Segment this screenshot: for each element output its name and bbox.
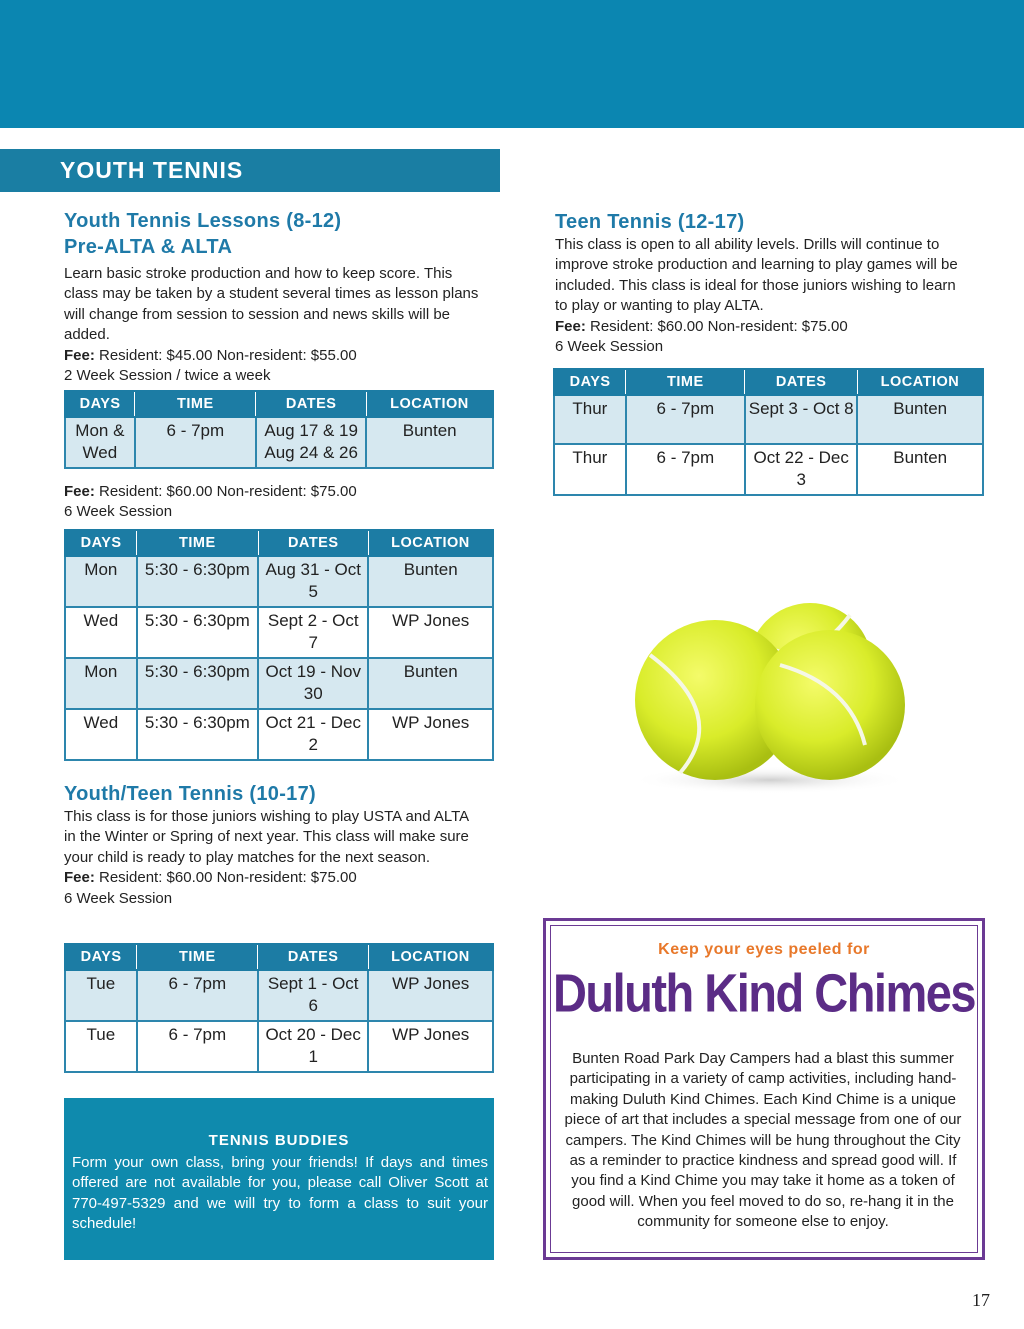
table-header-row: [554, 369, 983, 395]
column-header-days: DAYS: [65, 530, 137, 556]
teen-description: This class is open to all ability levels. Drills will continue to improve stroke production and learning to play games will be included. This class is ideal for those juniors wishing to learn to play or wanting to play ALTA.: [555, 236, 958, 315]
youth-teen-table: [64, 943, 494, 1073]
cell-days: Thur: [554, 395, 626, 444]
tennis-balls-image: [620, 595, 920, 795]
fee-label: Fee:: [64, 346, 95, 364]
youth-teen-description: This class is for those juniors wishing to play USTA and ALTA in the Winter or Spring of next year. This class will make sure your child is ready to play matches for the next season.: [64, 808, 469, 866]
youth-teen-title: Youth/Teen Tennis (10-17): [64, 783, 316, 805]
cell-time: 5:30 - 6:30pm: [137, 709, 258, 760]
kind-chimes-body: Bunten Road Park Day Campers had a blast this summer participating in a variety of camp activities, including hand-making Duluth Kind Chimes. Each Kind Chime is a unique piece of art that includes a special message from one of our campers. The Kind Chimes will be hung throughout the City as a reminder to practice kindness and spread good will. If you find a Kind Chime you may take it home as a token of good will. When you feel moved to do so, re-hang it in the community for someone else to enjoy.: [564, 1050, 962, 1231]
cell-dates: Sept 3 - Oct 8: [745, 395, 857, 444]
youth-teen-session: 6 Week Session: [64, 889, 173, 907]
lessons-block: [64, 208, 494, 386]
teen-table: [553, 368, 984, 496]
lessons-table-1: [64, 390, 494, 469]
cell-dates: Aug 31 - Oct 5: [258, 556, 368, 607]
cell-days: Mon: [65, 556, 137, 607]
lessons-fee-2: [64, 482, 494, 502]
table-row: [65, 970, 493, 1021]
teen-block: [555, 209, 975, 357]
column-header-days: DAYS: [554, 369, 626, 395]
cell-time: 5:30 - 6:30pm: [137, 658, 258, 709]
cell-location: WP Jones: [368, 709, 493, 760]
table-row: [65, 417, 493, 468]
column-header-dates: DATES: [258, 530, 368, 556]
cell-days: Mon: [65, 658, 137, 709]
cell-dates: Aug 17 & 19 Aug 24 & 26: [256, 417, 366, 468]
fee-text: Resident: $60.00 Non-resident: $75.00: [585, 317, 848, 335]
cell-days: Tue: [65, 1021, 137, 1072]
table-header-row: [65, 530, 493, 556]
cell-location: Bunten: [368, 658, 493, 709]
kind-chimes-box: [543, 918, 985, 1260]
page-number: 17: [972, 1290, 990, 1310]
table-row: [554, 444, 983, 495]
header-banner: [0, 0, 1024, 128]
cell-location: WP Jones: [368, 970, 493, 1021]
cell-days: Wed: [65, 607, 137, 658]
cell-location: WP Jones: [368, 607, 493, 658]
cell-time: 6 - 7pm: [135, 417, 256, 468]
tennis-buddies-box: [64, 1098, 494, 1260]
cell-dates: Oct 22 - Dec 3: [745, 444, 857, 495]
lessons-fee: [64, 346, 494, 366]
tennis-buddies-title: TENNIS BUDDIES: [208, 1132, 350, 1149]
cell-location: Bunten: [857, 395, 983, 444]
column-header-dates: DATES: [256, 391, 366, 417]
fee-text: Resident: $45.00 Non-resident: $55.00: [94, 346, 357, 364]
column-header-location: LOCATION: [368, 944, 493, 970]
lessons-title: Youth Tennis Lessons (8-12): [64, 210, 342, 232]
column-header-dates: DATES: [258, 944, 368, 970]
fee-label: Fee:: [555, 317, 586, 335]
column-header-time: TIME: [135, 391, 256, 417]
lessons-session: 2 Week Session / twice a week: [64, 367, 271, 385]
section-title-bar: [0, 149, 500, 192]
table-row: [65, 709, 493, 760]
teen-fee: [555, 317, 975, 337]
table-row: [65, 1021, 493, 1072]
cell-location: WP Jones: [368, 1021, 493, 1072]
cell-days: Thur: [554, 444, 626, 495]
table-header-row: [65, 391, 493, 417]
column-header-location: LOCATION: [366, 391, 493, 417]
fee-label: Fee:: [64, 869, 95, 887]
lessons-session-2: 6 Week Session: [64, 503, 173, 521]
cell-location: Bunten: [857, 444, 983, 495]
lessons-description: Learn basic stroke production and how to keep score. This class may be taken by a student several times as lesson plans will change from session to session and news skills will be added.: [64, 265, 479, 344]
fee-label: Fee:: [64, 483, 95, 500]
table-row: [65, 607, 493, 658]
fee-text: Resident: $60.00 Non-resident: $75.00: [94, 869, 357, 887]
teen-title: Teen Tennis (12-17): [555, 211, 745, 233]
cell-dates: Oct 19 - Nov 30: [258, 658, 368, 709]
cell-time: 5:30 - 6:30pm: [137, 556, 258, 607]
column-header-location: LOCATION: [857, 369, 983, 395]
cell-days: Mon & Wed: [65, 417, 135, 468]
cell-location: Bunten: [366, 417, 493, 468]
column-header-time: TIME: [137, 944, 258, 970]
tennis-ball-right: [755, 630, 905, 780]
youth-teen-block: [64, 781, 494, 909]
cell-time: 6 - 7pm: [137, 1021, 258, 1072]
tennis-buddies-body: Form your own class, bring your friends! If days and times offered are not available for you, please call Oliver Scott at 770-497-5329 and we will try to form a class to suit your schedule!: [72, 1154, 488, 1233]
lessons-table-2: [64, 529, 494, 761]
fee-text: Resident: $60.00 Non-resident: $75.00: [94, 483, 357, 500]
column-header-location: LOCATION: [368, 530, 493, 556]
lessons-fee-block-2: [64, 482, 494, 523]
kind-chimes-title: Duluth Kind Chimes: [552, 962, 976, 1023]
kind-chimes-kicker: Keep your eyes peeled for: [658, 941, 870, 958]
cell-dates: Oct 20 - Dec 1: [258, 1021, 368, 1072]
cell-days: Tue: [65, 970, 137, 1021]
table-row: [65, 556, 493, 607]
cell-dates: Sept 2 - Oct 7: [258, 607, 368, 658]
table-header-row: [65, 944, 493, 970]
column-header-time: TIME: [626, 369, 745, 395]
cell-location: Bunten: [368, 556, 493, 607]
column-header-days: DAYS: [65, 944, 137, 970]
teen-session: 6 Week Session: [555, 338, 664, 356]
cell-time: 6 - 7pm: [137, 970, 258, 1021]
cell-dates: Sept 1 - Oct 6: [258, 970, 368, 1021]
table-row: [554, 395, 983, 444]
youth-teen-fee: [64, 868, 494, 888]
cell-time: 6 - 7pm: [626, 444, 745, 495]
lessons-subtitle: Pre-ALTA & ALTA: [64, 236, 233, 258]
column-header-time: TIME: [137, 530, 258, 556]
cell-days: Wed: [65, 709, 137, 760]
cell-dates: Oct 21 - Dec 2: [258, 709, 368, 760]
column-header-days: DAYS: [65, 391, 135, 417]
section-title: YOUTH TENNIS: [60, 157, 244, 183]
table-row: [65, 658, 493, 709]
ball-shadow: [630, 766, 910, 794]
column-header-dates: DATES: [745, 369, 857, 395]
cell-time: 5:30 - 6:30pm: [137, 607, 258, 658]
cell-time: 6 - 7pm: [626, 395, 745, 444]
